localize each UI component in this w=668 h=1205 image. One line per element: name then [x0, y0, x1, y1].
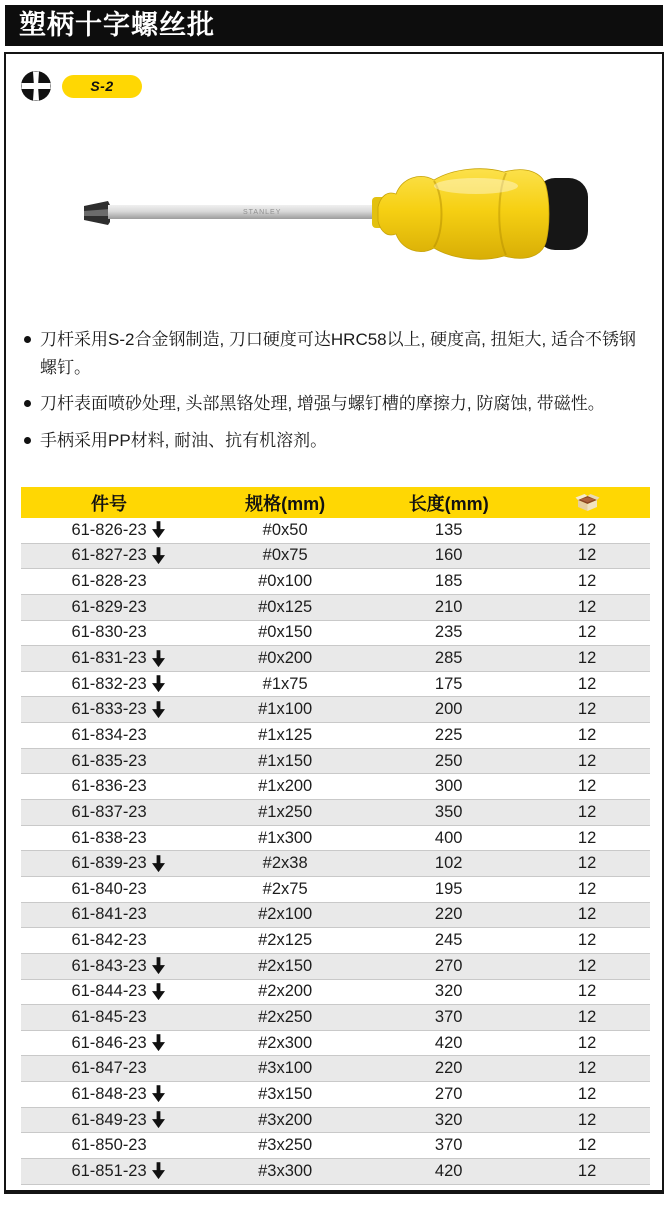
cell-length: 195: [434, 879, 463, 898]
cell-pack-qty: 12: [577, 674, 597, 693]
down-arrow-icon: [152, 675, 165, 692]
cell-part-number: 61-837-23: [71, 802, 147, 821]
cell-pack-qty: 12: [577, 1084, 597, 1103]
cell-part-number: 61-850-23: [71, 1136, 147, 1155]
cell-length: 420: [434, 1033, 463, 1052]
content-border-box: [4, 52, 664, 1194]
cell-length: 370: [434, 1136, 463, 1155]
cell-pack-qty: 12: [577, 725, 597, 744]
cell-length: 250: [434, 751, 463, 770]
header-cell-part-number: 件号: [91, 493, 128, 514]
carton-icon: [575, 493, 600, 512]
cell-spec: #1x300: [258, 828, 313, 847]
table-row: [21, 749, 650, 775]
cell-spec: #3x100: [258, 1059, 313, 1078]
cell-spec: #0x125: [258, 597, 313, 616]
cell-spec: #1x125: [258, 725, 313, 744]
cell-spec: #0x100: [258, 572, 313, 591]
cell-pack-qty: 12: [577, 956, 597, 975]
cell-spec: #0x200: [258, 649, 313, 668]
cell-length: 270: [434, 956, 463, 975]
feature-item: [22, 427, 646, 455]
table-row: [21, 672, 650, 698]
cell-length: 210: [434, 597, 463, 616]
header-cell-length: 长度(mm): [408, 493, 489, 514]
cell-length: 135: [434, 520, 463, 539]
screwdriver-illustration: [78, 150, 598, 285]
cell-part-number: 61-826-23: [21, 521, 197, 540]
cell-length: 270: [434, 1084, 463, 1103]
cell-length: 102: [434, 854, 463, 873]
cell-spec: #3x300: [258, 1161, 313, 1180]
cell-pack-qty: 12: [577, 879, 597, 898]
cell-spec: #0x75: [262, 546, 308, 565]
phillips-bit-icon: [20, 70, 52, 102]
table-row: [21, 980, 650, 1006]
cell-length: 300: [434, 777, 463, 796]
cell-spec: #2x75: [262, 879, 308, 898]
down-arrow-icon: [152, 957, 165, 974]
cell-pack-qty: 12: [577, 931, 597, 950]
cell-pack-qty: 12: [577, 597, 597, 616]
cell-spec: #2x100: [258, 905, 313, 924]
cell-pack-qty: 12: [577, 572, 597, 591]
cell-spec: #2x200: [258, 982, 313, 1001]
down-arrow-icon: [152, 650, 165, 667]
table-row: [21, 800, 650, 826]
cell-part-number: 61-831-23: [21, 649, 197, 668]
bullet-icon: [24, 400, 31, 407]
cell-part-number: 61-836-23: [71, 777, 147, 796]
cell-pack-qty: 12: [577, 751, 597, 770]
cell-part-number: 61-833-23: [21, 700, 197, 719]
down-arrow-icon: [152, 983, 165, 1000]
table-row: [21, 903, 650, 929]
cell-pack-qty: 12: [577, 1033, 597, 1052]
cell-part-number: 61-848-23: [21, 1085, 197, 1104]
spec-table-header: [21, 487, 650, 518]
table-row: [21, 1031, 650, 1057]
cell-part-number: 61-827-23: [21, 546, 197, 565]
feature-list: [22, 326, 646, 464]
cell-length: 400: [434, 828, 463, 847]
down-arrow-icon: [152, 1034, 165, 1051]
down-arrow-icon: [152, 1162, 165, 1179]
cell-length: 220: [434, 1059, 463, 1078]
cell-pack-qty: 12: [577, 982, 597, 1001]
cell-spec: #1x75: [262, 674, 308, 693]
cell-pack-qty: 12: [577, 623, 597, 642]
cell-pack-qty: 12: [577, 1059, 597, 1078]
table-row: [21, 569, 650, 595]
cell-part-number: 61-842-23: [71, 931, 147, 950]
cell-pack-qty: 12: [577, 1136, 597, 1155]
table-row: [21, 826, 650, 852]
table-row: [21, 1159, 650, 1185]
cell-spec: #1x250: [258, 802, 313, 821]
cell-spec: #0x50: [262, 520, 308, 539]
feature-text: 刀杆采用S-2合金钢制造, 刀口硬度可达HRC58以上, 硬度高, 扭矩大, 适合不锈钢螺钉。: [40, 330, 636, 377]
cell-pack-qty: 12: [577, 777, 597, 796]
cell-spec: #1x200: [258, 777, 313, 796]
cell-pack-qty: 12: [577, 905, 597, 924]
header-cell-pack-qty: [524, 493, 650, 512]
cell-pack-qty: 12: [577, 700, 597, 719]
steel-grade-badge: [62, 75, 142, 98]
table-row: [21, 1005, 650, 1031]
table-row: [21, 646, 650, 672]
cell-length: 320: [434, 982, 463, 1001]
table-row: [21, 723, 650, 749]
cell-spec: #2x250: [258, 1007, 313, 1026]
cell-spec: #1x100: [258, 700, 313, 719]
cell-length: 185: [434, 572, 463, 591]
cell-part-number: 61-840-23: [71, 879, 147, 898]
steel-grade-label: S-2: [90, 78, 114, 94]
cell-pack-qty: 12: [577, 1161, 597, 1180]
spec-table-body: [21, 518, 650, 1185]
cell-spec: #2x150: [258, 956, 313, 975]
cell-spec: #0x150: [258, 623, 313, 642]
bullet-icon: [24, 336, 31, 343]
cell-length: 200: [434, 700, 463, 719]
cell-part-number: 61-844-23: [21, 982, 197, 1001]
cell-part-number: 61-829-23: [71, 597, 147, 616]
cell-spec: #2x300: [258, 1033, 313, 1052]
table-row: [21, 851, 650, 877]
cell-pack-qty: 12: [577, 546, 597, 565]
cell-pack-qty: 12: [577, 520, 597, 539]
header-cell-spec: 规格(mm): [245, 493, 326, 514]
cell-spec: #3x250: [258, 1136, 313, 1155]
cell-pack-qty: 12: [577, 1007, 597, 1026]
table-row: [21, 954, 650, 980]
down-arrow-icon: [152, 701, 165, 718]
down-arrow-icon: [152, 855, 165, 872]
cell-length: 225: [434, 725, 463, 744]
cell-part-number: 61-847-23: [71, 1059, 147, 1078]
cell-part-number: 61-839-23: [21, 854, 197, 873]
cell-pack-qty: 12: [577, 649, 597, 668]
feature-item: [22, 390, 646, 418]
table-row: [21, 877, 650, 903]
cell-length: 160: [434, 546, 463, 565]
cell-part-number: 61-843-23: [21, 957, 197, 976]
cell-part-number: 61-828-23: [71, 572, 147, 591]
phillips-tip: [84, 201, 110, 225]
page-title: 塑柄十字螺丝批: [19, 10, 215, 40]
cell-length: 285: [434, 649, 463, 668]
cell-length: 420: [434, 1161, 463, 1180]
table-row: [21, 928, 650, 954]
cell-part-number: 61-832-23: [21, 675, 197, 694]
bit-type-row: [20, 70, 142, 102]
cell-part-number: 61-845-23: [71, 1007, 147, 1026]
cell-pack-qty: 12: [577, 828, 597, 847]
cell-part-number: 61-846-23: [21, 1034, 197, 1053]
cell-part-number: 61-834-23: [71, 725, 147, 744]
cell-length: 245: [434, 931, 463, 950]
cell-length: 220: [434, 905, 463, 924]
down-arrow-icon: [152, 547, 165, 564]
cell-spec: #3x150: [258, 1084, 313, 1103]
cell-part-number: 61-841-23: [71, 905, 147, 924]
cell-part-number: 61-830-23: [71, 623, 147, 642]
cell-part-number: 61-838-23: [71, 828, 147, 847]
table-row: [21, 1082, 650, 1108]
cell-pack-qty: 12: [577, 854, 597, 873]
table-row: [21, 774, 650, 800]
cell-spec: #2x125: [258, 931, 313, 950]
shaft-brand-text: STANLEY: [243, 209, 282, 216]
down-arrow-icon: [152, 1111, 165, 1128]
down-arrow-icon: [152, 1086, 165, 1103]
cell-length: 370: [434, 1007, 463, 1026]
table-row: [21, 518, 650, 544]
cell-pack-qty: 12: [577, 802, 597, 821]
cell-spec: #2x38: [262, 854, 308, 873]
cell-length: 320: [434, 1110, 463, 1129]
cell-part-number: 61-835-23: [71, 751, 147, 770]
table-row: [21, 1108, 650, 1134]
cell-length: 350: [434, 802, 463, 821]
cell-length: 235: [434, 623, 463, 642]
table-row: [21, 1056, 650, 1082]
down-arrow-icon: [152, 521, 165, 538]
product-image: [78, 150, 598, 290]
spec-table: [21, 487, 650, 1185]
feature-text: 刀杆表面喷砂处理, 头部黑铬处理, 增强与螺钉槽的摩擦力, 防腐蚀, 带磁性。: [40, 394, 605, 414]
cell-part-number: 61-851-23: [21, 1162, 197, 1181]
cell-pack-qty: 12: [577, 1110, 597, 1129]
table-row: [21, 621, 650, 647]
cell-length: 175: [434, 674, 463, 693]
table-row: [21, 544, 650, 570]
table-row: [21, 697, 650, 723]
feature-text: 手柄采用PP材料, 耐油、抗有机溶剂。: [40, 431, 328, 451]
page-title-bar: [5, 5, 663, 46]
cell-spec: #3x200: [258, 1110, 313, 1129]
bullet-icon: [24, 437, 31, 444]
handle-highlight: [434, 178, 518, 194]
cell-spec: #1x150: [258, 751, 313, 770]
table-row: [21, 595, 650, 621]
table-row: [21, 1133, 650, 1159]
cell-part-number: 61-849-23: [21, 1111, 197, 1130]
feature-item: [22, 326, 646, 381]
